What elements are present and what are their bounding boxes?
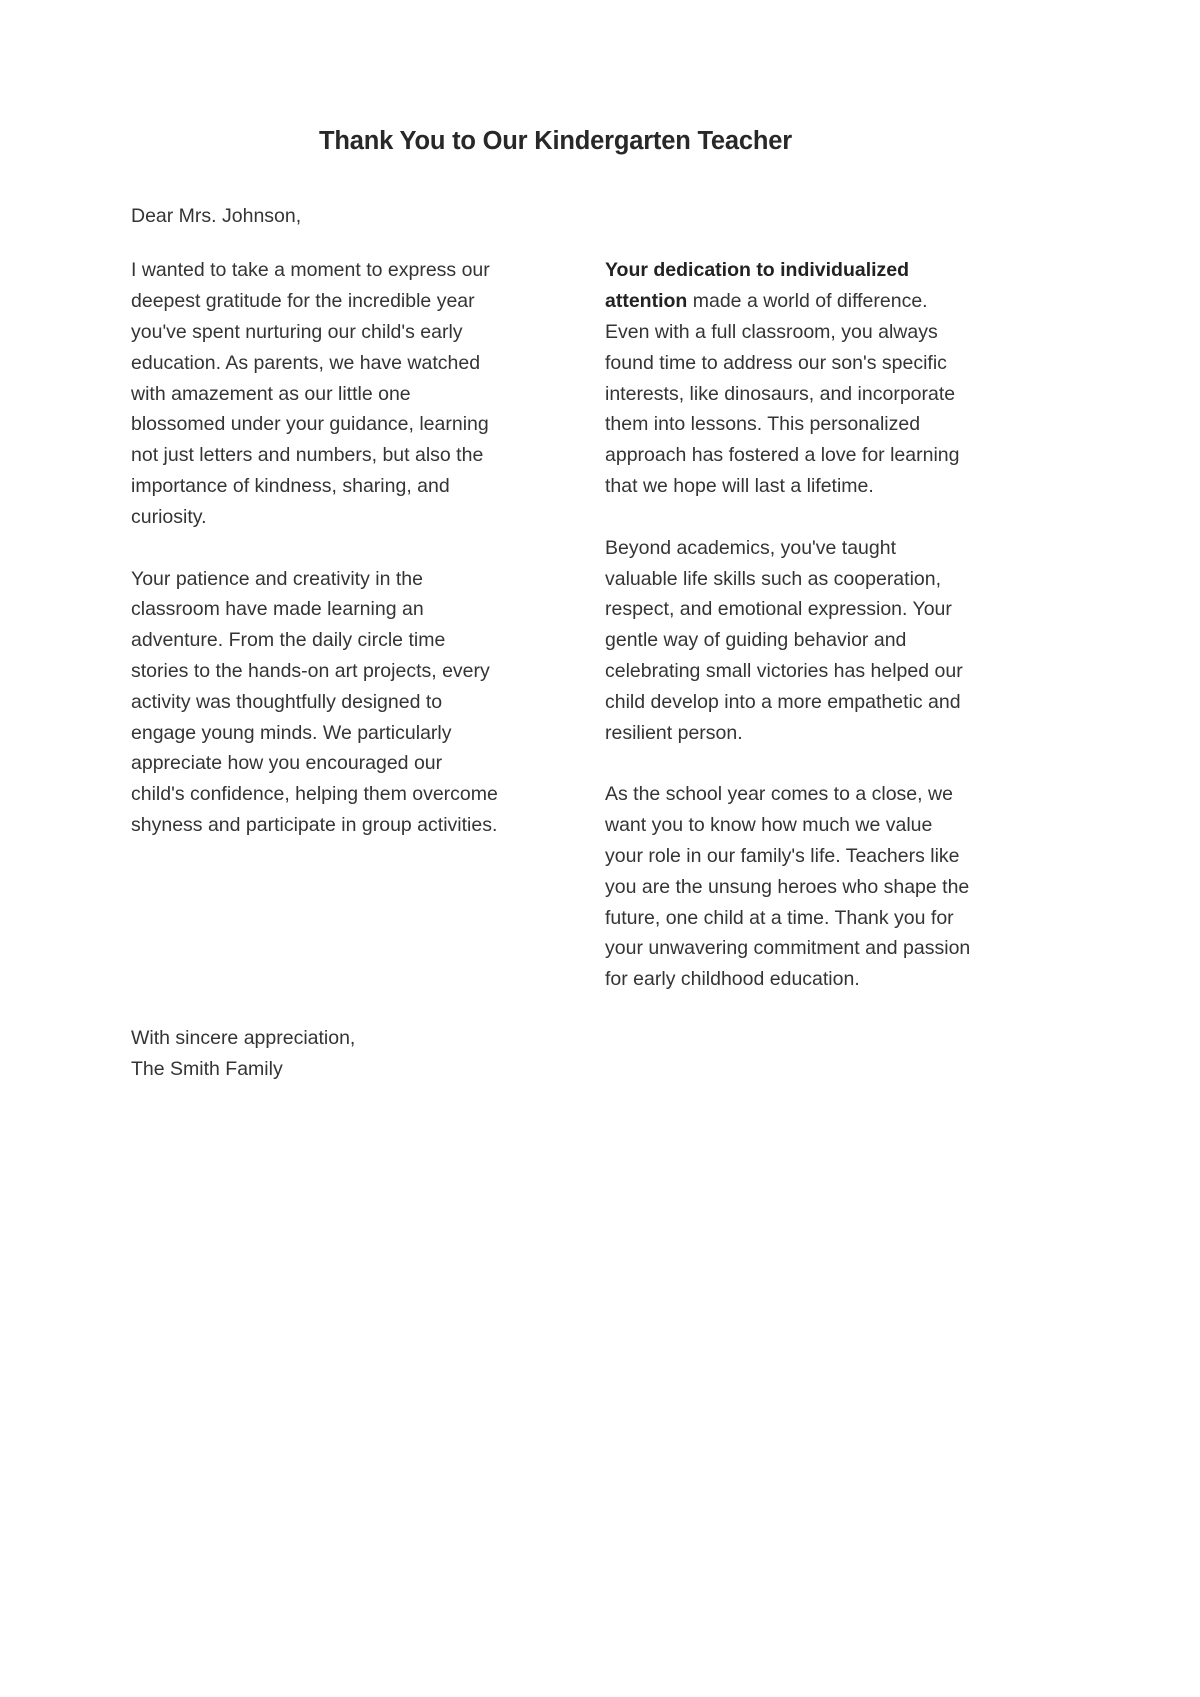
closing-line-2: The Smith Family	[131, 1057, 283, 1080]
left-column	[131, 255, 499, 840]
salutation: Dear Mrs. Johnson,	[131, 204, 302, 227]
right-column	[605, 255, 973, 995]
page-title: Thank You to Our Kindergarten Teacher	[319, 127, 792, 155]
left-paragraph-1: I wanted to take a moment to express our deepest gratitude for the incredible year you've spent nurturing our child's early education. As parents, we have watched with amazement as our little one blossomed under your guidance, learning not just letters and numbers, but also the importance of kindness, sharing, and curiosity.	[131, 259, 490, 528]
letter-content	[131, 0, 980, 995]
two-column-body	[131, 255, 980, 995]
closing-block	[131, 1023, 571, 1085]
left-paragraph-2: Your patience and creativity in the classroom have made learning an adventure. From the daily circle time stories to the hands-on art projects, every activity was thoughtfully designed to engage young minds. We particularly appreciate how you encouraged our child's confidence, helping them overcome shyness and participate in group activities.	[131, 567, 498, 836]
right-paragraph-1-lead: Your dedication to individualized attention	[605, 259, 910, 313]
right-paragraph-1-rest: made a world of difference. Even with a full classroom, you always found time to address our son's specific interests, like dinosaurs, and incorporate them into lessons. This personalized approach has fostered a love for learning that we hope will last a lifetime.	[605, 290, 960, 497]
right-paragraph-3: As the school year comes to a close, we want you to know how much we value your role in our family's life. Teachers like you are the unsung heroes who shape the future, one child at a time. Thank you for your unwavering commitment and passion for early childhood education.	[605, 783, 971, 991]
right-paragraph-1	[605, 255, 973, 501]
right-paragraph-2: Beyond academics, you've taught valuable life skills such as cooperation, respect, and emotional expression. Your gentle way of guiding behavior and celebrating small victories has helped our child develop into a more empathetic and resilient person.	[605, 536, 963, 744]
closing-line-1: With sincere appreciation,	[131, 1027, 356, 1049]
